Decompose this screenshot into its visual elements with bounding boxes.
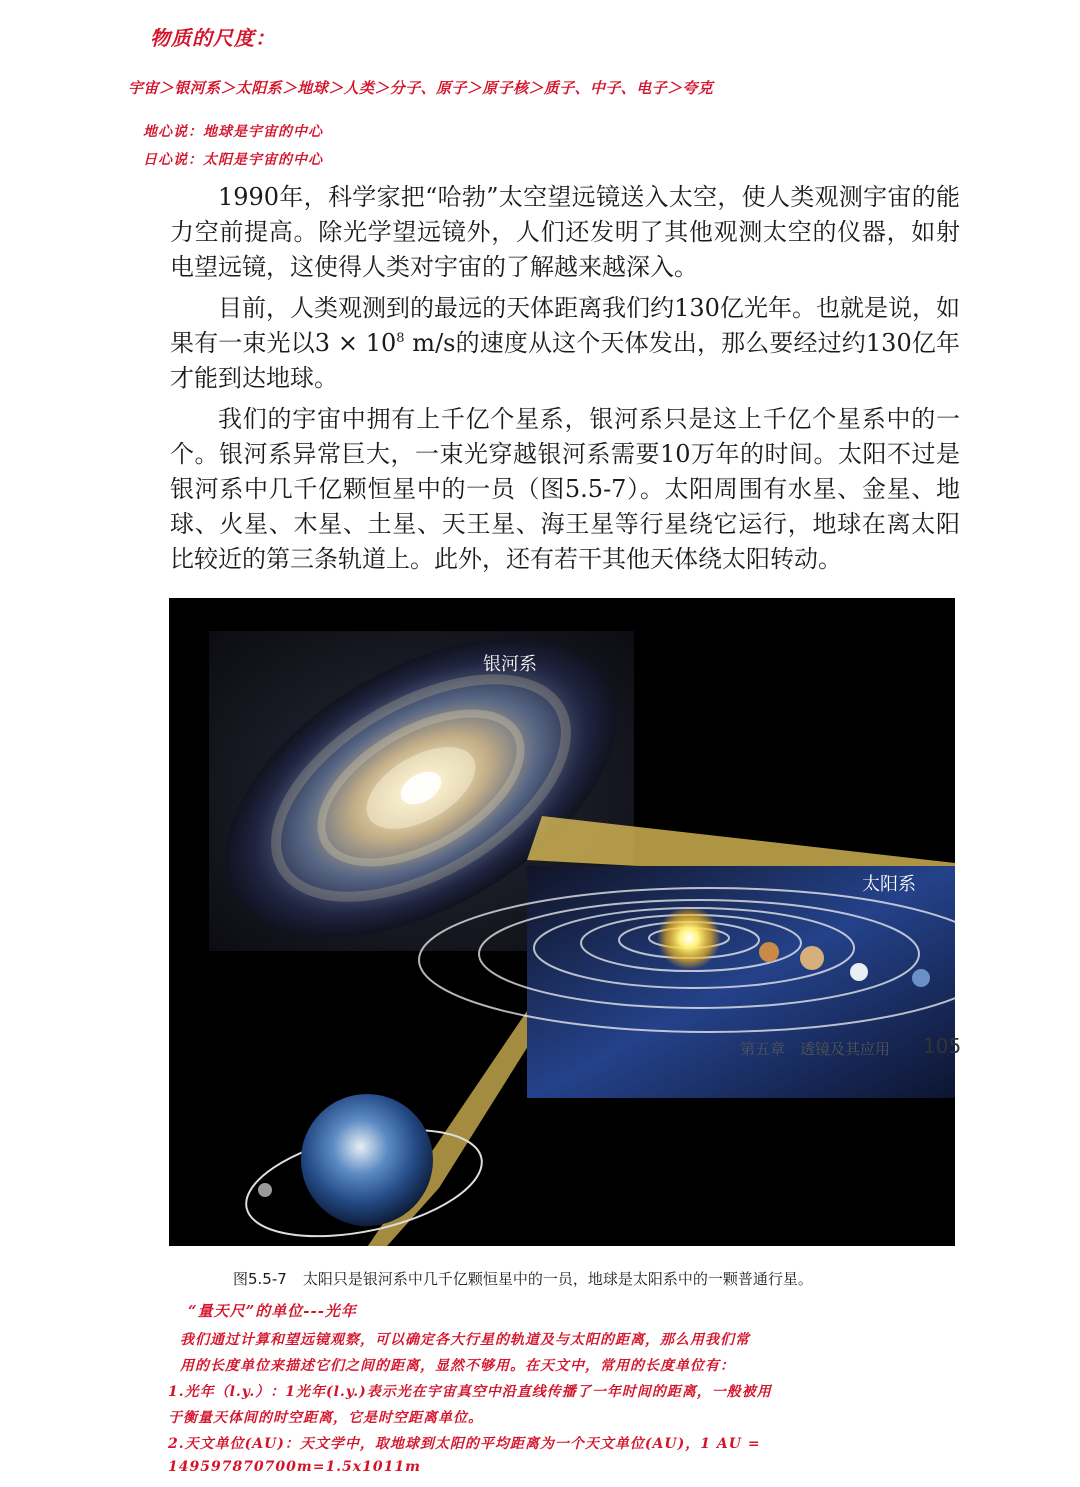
- paragraph-distance-part1: 目前，人类观测到的最远的天体距离我们约130亿光年。也就是说，如果有一束光以3 × 10: [170, 294, 960, 357]
- note-heliocentric: 日心说：太阳是宇宙的中心: [143, 152, 323, 168]
- note-line-4: 于衡量天体间的时空距离，它是时空距离单位。: [168, 1410, 483, 1426]
- note-line-3: 1.光年（l.y.）：1光年(l.y.)表示光在宇宙真空中沿直线传播了一年时间的距离，一般被用: [168, 1384, 772, 1400]
- figure-galaxy-solar-system: [169, 598, 955, 1246]
- paragraph-distance: [170, 291, 960, 396]
- paragraph-galaxies: 我们的宇宙中拥有上千亿个星系，银河系只是这上千亿个星系中的一个。银河系异常巨大，一束光穿越银河系需要10万年的时间。太阳不过是银河系中几千亿颗恒星中的一员（图5.5-7）。太阳周围有水星、金星、地球、火星、木星、土星、天王星、海王星等行星绕它运行，地球在离太阳比较近的第三条轨道上。此外，还有若干其他天体绕太阳转动。: [170, 405, 960, 573]
- page-number: 105: [923, 1034, 962, 1058]
- label-solar-system: 太阳系: [862, 874, 916, 895]
- caption-number: 图5.5-7: [233, 1270, 287, 1288]
- note-line-6: 149597870700m=1.5x1011m: [168, 1459, 421, 1475]
- caption-text: 太阳只是银河系中几千亿颗恒星中的一员，地球是太阳系中的一颗普通行星。: [302, 1270, 813, 1288]
- planet-uranus: [850, 963, 868, 981]
- paragraph-distance-part2: m/s的速度从这个天体发出，那么要经过约130亿年才能到达地球。: [170, 329, 960, 392]
- earth: [301, 1094, 433, 1226]
- planet-jupiter: [800, 946, 824, 970]
- note-light-year-heading: “量天尺”的单位---光年: [188, 1302, 357, 1320]
- paragraph-hubble: 1990年，科学家把“哈勃”太空望远镜送入太空，使人类观测宇宙的能力空前提高。除光学望远镜外，人们还发明了其他观测太空的仪器，如射电望远镜，这使得人类对宇宙的了解越来越深入。: [170, 183, 960, 281]
- chapter-footer: 第五章 透镜及其应用: [740, 1040, 891, 1058]
- note-line-2: 用的长度单位来描述它们之间的距离，显然不够用。在天文中，常用的长度单位有：: [180, 1358, 735, 1374]
- note-scale-chain: 宇宙＞银河系＞太阳系＞地球＞人类＞分子、原子＞原子核＞质子、中子、电子＞夸克: [128, 79, 714, 97]
- label-galaxy: 银河系: [483, 654, 537, 675]
- planet-mars: [759, 942, 779, 962]
- planet-neptune: [912, 969, 930, 987]
- moon: [258, 1183, 272, 1197]
- note-line-5: 2.天文单位(AU)：天文学中，取地球到太阳的平均距离为一个天文单位(AU)，1 AU =: [168, 1436, 761, 1452]
- sun: [657, 906, 721, 970]
- figure-caption: [233, 1268, 829, 1289]
- exponent: 8: [396, 331, 405, 346]
- note-line-1: 我们通过计算和望远镜观察，可以确定各大行星的轨道及与太阳的距离，那么用我们常: [180, 1332, 750, 1348]
- note-title: 物质的尺度：: [150, 26, 276, 50]
- body-text: [170, 180, 960, 583]
- note-geocentric: 地心说：地球是宇宙的中心: [143, 124, 323, 140]
